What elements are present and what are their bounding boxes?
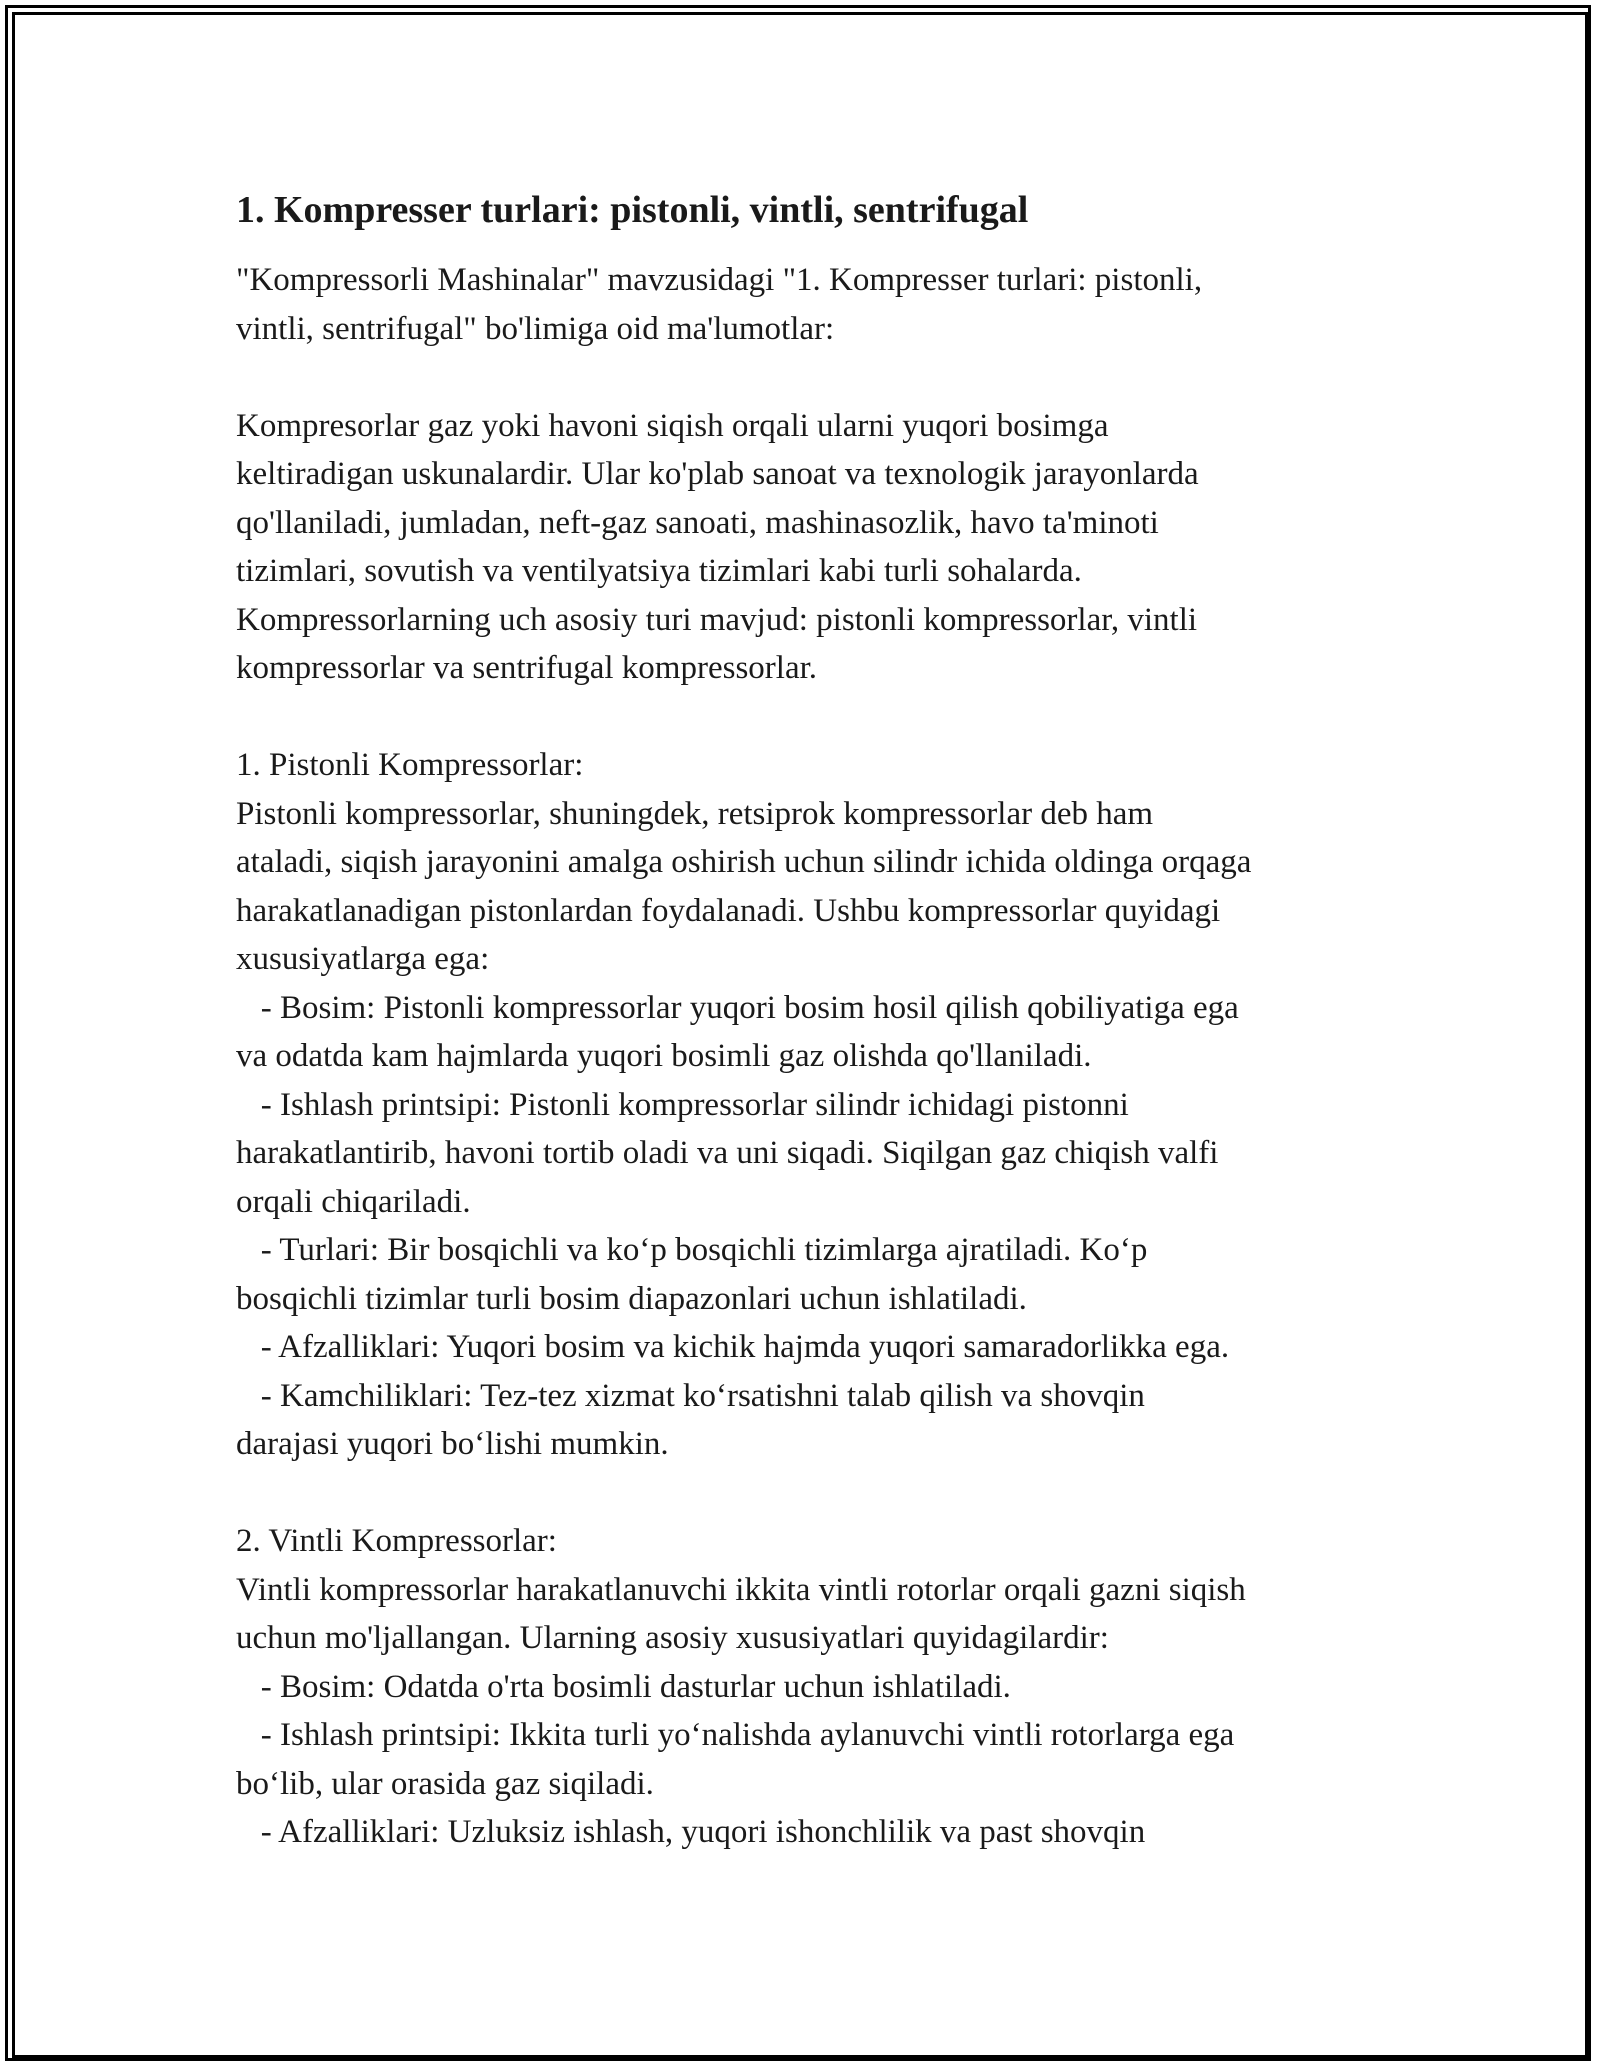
text-line: Kompresorlar gaz yoki havoni siqish orqali ularni yuqori bosimga (236, 407, 1109, 444)
text-line: ataladi, siqish jarayonini amalga oshirish uchun silindr ichida oldinga orqaga (236, 844, 1252, 880)
document-title: 1. Kompresser turlari: pistonli, vintli, sentrifugal (236, 189, 1029, 231)
text-line: bosqichli tizimlar turli bosim diapazonlari uchun ishlatiladi. (236, 1280, 1027, 1317)
bullet-line: - Ishlash printsipi: Ikkita turli yoʻnalishda aylanuvchi vintli rotorlarga ega (236, 1717, 1235, 1753)
section-heading: 2. Vintli Kompressorlar: (236, 1523, 557, 1559)
paragraph-gap (236, 1469, 1396, 1518)
bullet-line: - Ishlash printsipi: Pistonli kompressorlar silindr ichidagi pistonni (236, 1086, 1129, 1123)
text-line: Pistonli kompressorlar, shuningdek, retsiprok kompressorlar deb ham (236, 795, 1154, 832)
section-pistonli (236, 741, 1396, 1469)
bullet-line: - Bosim: Odatda o'rta bosimli dasturlar uchun ishlatiladi. (236, 1668, 1011, 1705)
text-line: orqali chiqariladi. (236, 1183, 471, 1220)
intro-paragraph (236, 256, 1396, 353)
text-line: "Kompressorli Mashinalar" mavzusidagi "1. Kompresser turlari: pistonli, (236, 262, 1203, 298)
text-line: qo'llaniladi, jumladan, neft-gaz sanoati, mashinasozlik, havo ta'minoti (236, 504, 1159, 541)
text-line: uchun mo'ljallangan. Ularning asosiy xususiyatlari quyidagilardir: (236, 1620, 1109, 1656)
text-line: Vintli kompressorlar harakatlanuvchi ikkita vintli rotorlar orqali gazni siqish (236, 1571, 1246, 1608)
text-line: darajasi yuqori boʻlishi mumkin. (236, 1426, 669, 1462)
bullet-line: - Kamchiliklari: Tez-tez xizmat koʻrsatishni talab qilish va shovqin (236, 1377, 1145, 1414)
section-heading: 1. Pistonli Kompressorlar: (236, 747, 584, 783)
text-line: Kompressorlarning uch asosiy turi mavjud: pistonli kompressorlar, vintli (236, 601, 1198, 638)
text-line: tizimlari, sovutish va ventilyatsiya tizimlari kabi turli sohalarda. (236, 553, 1082, 589)
text-line: harakatlantirib, havoni tortib oladi va uni siqadi. Siqilgan gaz chiqish valfi (236, 1135, 1219, 1171)
text-line: kompressorlar va sentrifugal kompressorlar. (236, 650, 818, 686)
text-line: vintli, sentrifugal" bo'limiga oid ma'lumotlar: (236, 310, 835, 347)
text-line: boʻlib, ular orasida gaz siqiladi. (236, 1765, 654, 1802)
text-line: harakatlanadigan pistonlardan foydalanadi. Ushbu kompressorlar quyidagi (236, 892, 1221, 929)
bullet-line: - Turlari: Bir bosqichli va koʻp bosqichli tizimlarga ajratiladi. Koʻp (236, 1232, 1148, 1268)
section-vintli (236, 1517, 1396, 1857)
bullet-line: - Afzalliklari: Yuqori bosim va kichik hajmda yuqori samaradorlikka ega. (236, 1329, 1230, 1365)
text-line: xususiyatlarga ega: (236, 941, 490, 977)
paragraph-gap (236, 353, 1396, 402)
text-line: keltiradigan uskunalardir. Ular ko'plab sanoat va texnologik jarayonlarda (236, 456, 1199, 492)
bullet-line: - Bosim: Pistonli kompressorlar yuqori bosim hosil qilish qobiliyatiga ega (236, 989, 1239, 1026)
document-page (236, 186, 1396, 1857)
overview-paragraph (236, 402, 1396, 693)
text-line: va odatda kam hajmlarda yuqori bosimli gaz olishda qo'llaniladi. (236, 1038, 1092, 1074)
paragraph-gap (236, 693, 1396, 742)
bullet-line: - Afzalliklari: Uzluksiz ishlash, yuqori ishonchlilik va past shovqin (236, 1814, 1146, 1850)
